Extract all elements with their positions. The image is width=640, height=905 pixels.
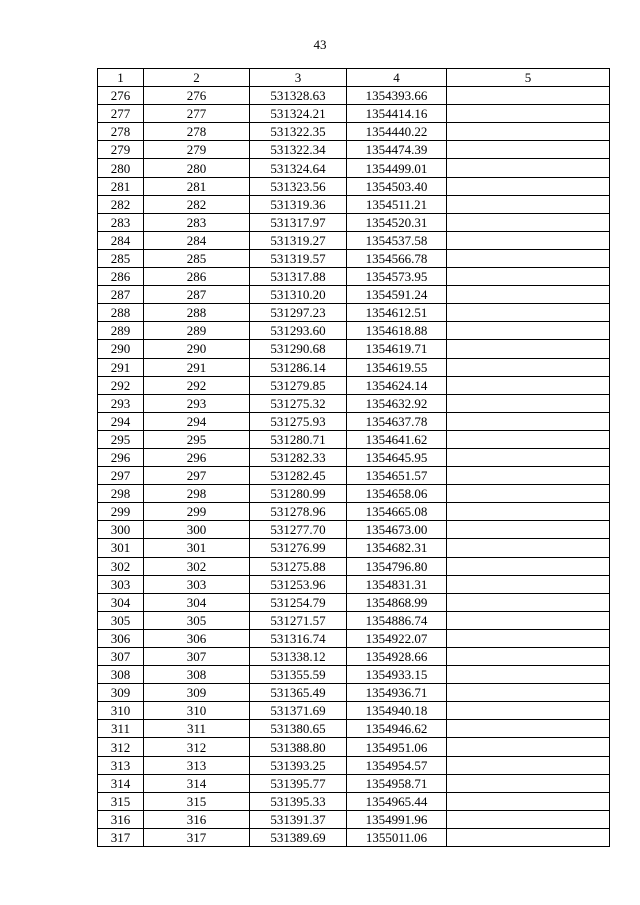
table-row [98, 684, 610, 702]
table-cell: 1354991.96 [347, 810, 447, 828]
table-cell: 281 [144, 177, 250, 195]
table-cell: 531254.79 [250, 593, 347, 611]
table-cell: 308 [98, 666, 144, 684]
table-cell: 284 [98, 231, 144, 249]
table-row [98, 648, 610, 666]
table-row [98, 611, 610, 629]
table-row [98, 792, 610, 810]
table-cell [447, 666, 610, 684]
table-cell: 1354537.58 [347, 231, 447, 249]
table-cell: 317 [98, 828, 144, 846]
table-cell: 277 [144, 105, 250, 123]
table-cell: 314 [98, 774, 144, 792]
table-cell [447, 648, 610, 666]
table-cell [447, 159, 610, 177]
table-cell: 1354951.06 [347, 738, 447, 756]
table-cell: 302 [98, 557, 144, 575]
table-cell: 531319.57 [250, 249, 347, 267]
table-cell: 531319.36 [250, 195, 347, 213]
table-cell: 531338.12 [250, 648, 347, 666]
table-cell: 531380.65 [250, 720, 347, 738]
table-cell: 1354474.39 [347, 141, 447, 159]
table-cell: 305 [144, 611, 250, 629]
column-header: 3 [250, 69, 347, 87]
table-cell: 531280.99 [250, 485, 347, 503]
table-cell: 531355.59 [250, 666, 347, 684]
column-header: 5 [447, 69, 610, 87]
table-cell: 531293.60 [250, 322, 347, 340]
table-row [98, 376, 610, 394]
table-cell [447, 503, 610, 521]
table-cell: 299 [144, 503, 250, 521]
table-cell: 1354940.18 [347, 702, 447, 720]
table-cell: 276 [144, 87, 250, 105]
table-cell [447, 774, 610, 792]
table-cell: 315 [98, 792, 144, 810]
table-cell: 304 [144, 593, 250, 611]
table-cell: 303 [144, 575, 250, 593]
table-cell: 1354946.62 [347, 720, 447, 738]
table-cell: 285 [98, 249, 144, 267]
table-cell: 301 [98, 539, 144, 557]
table-cell: 531282.45 [250, 467, 347, 485]
table-cell: 276 [98, 87, 144, 105]
table-row [98, 828, 610, 846]
table-cell: 531297.23 [250, 304, 347, 322]
table-cell [447, 231, 610, 249]
table-cell: 310 [144, 702, 250, 720]
table-cell: 306 [98, 629, 144, 647]
table-row [98, 286, 610, 304]
table-cell: 1354958.71 [347, 774, 447, 792]
header-row [98, 69, 610, 87]
table-cell: 296 [144, 448, 250, 466]
table-cell: 283 [98, 213, 144, 231]
table-cell: 1354831.31 [347, 575, 447, 593]
table-cell: 1354440.22 [347, 123, 447, 141]
table-cell: 1354658.06 [347, 485, 447, 503]
table-cell [447, 720, 610, 738]
table-cell: 302 [144, 557, 250, 575]
table-cell: 295 [98, 430, 144, 448]
table-row [98, 467, 610, 485]
table-row [98, 304, 610, 322]
table-cell: 531328.63 [250, 87, 347, 105]
table-cell [447, 792, 610, 810]
table-cell: 300 [98, 521, 144, 539]
table-row [98, 503, 610, 521]
table-cell: 301 [144, 539, 250, 557]
table-cell: 278 [144, 123, 250, 141]
table-row [98, 774, 610, 792]
table-cell: 294 [144, 412, 250, 430]
table-cell: 313 [144, 756, 250, 774]
table-cell: 311 [144, 720, 250, 738]
table-row [98, 159, 610, 177]
table-cell: 1354414.16 [347, 105, 447, 123]
table-cell: 1355011.06 [347, 828, 447, 846]
table-cell: 1354922.07 [347, 629, 447, 647]
table-cell: 1354618.88 [347, 322, 447, 340]
table-cell: 531317.88 [250, 268, 347, 286]
table-cell: 531276.99 [250, 539, 347, 557]
table-cell: 1354965.44 [347, 792, 447, 810]
table-cell [447, 268, 610, 286]
table-cell: 308 [144, 666, 250, 684]
table-cell: 279 [144, 141, 250, 159]
table-row [98, 123, 610, 141]
table-cell: 303 [98, 575, 144, 593]
table-cell: 305 [98, 611, 144, 629]
table-row [98, 666, 610, 684]
table-cell: 278 [98, 123, 144, 141]
table-row [98, 358, 610, 376]
table-cell: 304 [98, 593, 144, 611]
table-cell: 1354632.92 [347, 394, 447, 412]
table-cell: 531317.97 [250, 213, 347, 231]
table-cell: 285 [144, 249, 250, 267]
table-cell: 1354928.66 [347, 648, 447, 666]
table-cell: 1354886.74 [347, 611, 447, 629]
table-cell: 311 [98, 720, 144, 738]
table-row [98, 756, 610, 774]
table-cell [447, 340, 610, 358]
table-cell: 307 [98, 648, 144, 666]
table-row [98, 575, 610, 593]
table-cell: 307 [144, 648, 250, 666]
table-cell [447, 521, 610, 539]
table-cell: 312 [144, 738, 250, 756]
table-cell: 297 [98, 467, 144, 485]
table-cell [447, 322, 610, 340]
table-cell [447, 141, 610, 159]
table-cell [447, 557, 610, 575]
table-cell: 1354665.08 [347, 503, 447, 521]
table-cell: 291 [144, 358, 250, 376]
table-cell: 531324.64 [250, 159, 347, 177]
table-row [98, 394, 610, 412]
table-cell: 293 [98, 394, 144, 412]
table-cell: 294 [98, 412, 144, 430]
table-cell: 531279.85 [250, 376, 347, 394]
table-cell: 1354511.21 [347, 195, 447, 213]
table-cell: 531319.27 [250, 231, 347, 249]
table-cell: 531253.96 [250, 575, 347, 593]
table-cell: 1354573.95 [347, 268, 447, 286]
table-cell: 1354499.01 [347, 159, 447, 177]
table-cell: 531316.74 [250, 629, 347, 647]
table-cell: 283 [144, 213, 250, 231]
table-cell: 312 [98, 738, 144, 756]
table-row [98, 141, 610, 159]
table-body [98, 87, 610, 847]
table-cell: 282 [98, 195, 144, 213]
table-row [98, 322, 610, 340]
table-cell: 288 [98, 304, 144, 322]
table-cell: 531278.96 [250, 503, 347, 521]
table-cell: 531275.88 [250, 557, 347, 575]
table-cell: 1354936.71 [347, 684, 447, 702]
table-row [98, 521, 610, 539]
column-header: 2 [144, 69, 250, 87]
table-cell [447, 394, 610, 412]
table-cell: 288 [144, 304, 250, 322]
table-cell: 1354591.24 [347, 286, 447, 304]
table-cell [447, 756, 610, 774]
table-cell: 531371.69 [250, 702, 347, 720]
table-cell: 531280.71 [250, 430, 347, 448]
table-cell: 531324.21 [250, 105, 347, 123]
table-cell [447, 195, 610, 213]
table-cell [447, 611, 610, 629]
table-cell: 289 [98, 322, 144, 340]
table-row [98, 810, 610, 828]
table-row [98, 448, 610, 466]
table-cell: 290 [144, 340, 250, 358]
table-cell: 1354954.57 [347, 756, 447, 774]
table-cell: 531322.35 [250, 123, 347, 141]
table-cell: 1354503.40 [347, 177, 447, 195]
table-cell: 310 [98, 702, 144, 720]
table-cell: 289 [144, 322, 250, 340]
table-cell [447, 123, 610, 141]
table-cell: 298 [144, 485, 250, 503]
table-cell: 1354933.15 [347, 666, 447, 684]
table-cell [447, 828, 610, 846]
table-cell: 286 [98, 268, 144, 286]
table-cell: 531290.68 [250, 340, 347, 358]
table-row [98, 593, 610, 611]
table-cell: 531282.33 [250, 448, 347, 466]
table-cell: 531391.37 [250, 810, 347, 828]
table-cell: 531322.34 [250, 141, 347, 159]
table-cell: 317 [144, 828, 250, 846]
table-cell [447, 810, 610, 828]
table-cell: 531323.56 [250, 177, 347, 195]
table-row [98, 485, 610, 503]
table-cell [447, 629, 610, 647]
table-row [98, 177, 610, 195]
table-cell: 281 [98, 177, 144, 195]
table-cell [447, 87, 610, 105]
table-cell: 1354796.80 [347, 557, 447, 575]
table-cell [447, 738, 610, 756]
table-cell: 297 [144, 467, 250, 485]
table-cell: 291 [98, 358, 144, 376]
table-cell: 1354393.66 [347, 87, 447, 105]
table-cell [447, 575, 610, 593]
table-row [98, 557, 610, 575]
table-cell: 1354868.99 [347, 593, 447, 611]
table-cell: 282 [144, 195, 250, 213]
table-cell [447, 376, 610, 394]
table-cell: 1354641.62 [347, 430, 447, 448]
table-cell: 287 [98, 286, 144, 304]
table-row [98, 213, 610, 231]
table-cell: 300 [144, 521, 250, 539]
table-cell: 1354619.55 [347, 358, 447, 376]
column-header: 1 [98, 69, 144, 87]
table-cell [447, 448, 610, 466]
table-cell: 280 [144, 159, 250, 177]
table-cell: 1354619.71 [347, 340, 447, 358]
column-header: 4 [347, 69, 447, 87]
table-cell [447, 304, 610, 322]
table-cell: 1354651.57 [347, 467, 447, 485]
table-cell: 531275.93 [250, 412, 347, 430]
table-cell: 1354682.31 [347, 539, 447, 557]
table-cell: 316 [98, 810, 144, 828]
table-row [98, 87, 610, 105]
table-cell: 531286.14 [250, 358, 347, 376]
table-cell: 316 [144, 810, 250, 828]
table-row [98, 195, 610, 213]
table-cell: 299 [98, 503, 144, 521]
table-cell: 1354637.78 [347, 412, 447, 430]
table-cell: 1354612.51 [347, 304, 447, 322]
table-cell: 313 [98, 756, 144, 774]
table-cell: 292 [98, 376, 144, 394]
table-row [98, 105, 610, 123]
table-cell: 306 [144, 629, 250, 647]
table-row [98, 738, 610, 756]
table-cell: 531365.49 [250, 684, 347, 702]
table-cell: 1354520.31 [347, 213, 447, 231]
table-cell: 531395.77 [250, 774, 347, 792]
table-cell: 284 [144, 231, 250, 249]
table-cell [447, 412, 610, 430]
table-cell: 531389.69 [250, 828, 347, 846]
table-cell [447, 467, 610, 485]
page-number: 43 [313, 37, 327, 52]
table-cell [447, 286, 610, 304]
table-cell: 296 [98, 448, 144, 466]
table-row [98, 430, 610, 448]
table-row [98, 340, 610, 358]
table-cell [447, 213, 610, 231]
table-cell: 531271.57 [250, 611, 347, 629]
table-cell [447, 593, 610, 611]
table-cell [447, 684, 610, 702]
table-cell: 290 [98, 340, 144, 358]
table-cell: 531393.25 [250, 756, 347, 774]
table-cell: 277 [98, 105, 144, 123]
table-row [98, 720, 610, 738]
table-cell [447, 539, 610, 557]
table-row [98, 249, 610, 267]
table-cell: 286 [144, 268, 250, 286]
table-cell: 1354673.00 [347, 521, 447, 539]
table-cell: 531275.32 [250, 394, 347, 412]
table-cell [447, 358, 610, 376]
table-cell [447, 485, 610, 503]
table-row [98, 268, 610, 286]
table-cell: 292 [144, 376, 250, 394]
table-cell: 1354624.14 [347, 376, 447, 394]
table-row [98, 629, 610, 647]
table-cell: 298 [98, 485, 144, 503]
table-cell: 295 [144, 430, 250, 448]
table-cell: 315 [144, 792, 250, 810]
table-row [98, 702, 610, 720]
table-cell: 531310.20 [250, 286, 347, 304]
table-cell: 531388.80 [250, 738, 347, 756]
table-row [98, 231, 610, 249]
table-cell: 280 [98, 159, 144, 177]
table-cell: 309 [144, 684, 250, 702]
table-row [98, 539, 610, 557]
table-cell [447, 105, 610, 123]
table-cell: 531395.33 [250, 792, 347, 810]
table-cell: 309 [98, 684, 144, 702]
table-cell: 314 [144, 774, 250, 792]
table-row [98, 412, 610, 430]
coordinates-table [97, 68, 610, 847]
table-cell: 1354645.95 [347, 448, 447, 466]
table-cell: 287 [144, 286, 250, 304]
table-cell [447, 249, 610, 267]
table-cell: 279 [98, 141, 144, 159]
table-cell [447, 702, 610, 720]
table-cell: 293 [144, 394, 250, 412]
table-cell [447, 177, 610, 195]
table-cell: 531277.70 [250, 521, 347, 539]
table-cell [447, 430, 610, 448]
table-cell: 1354566.78 [347, 249, 447, 267]
